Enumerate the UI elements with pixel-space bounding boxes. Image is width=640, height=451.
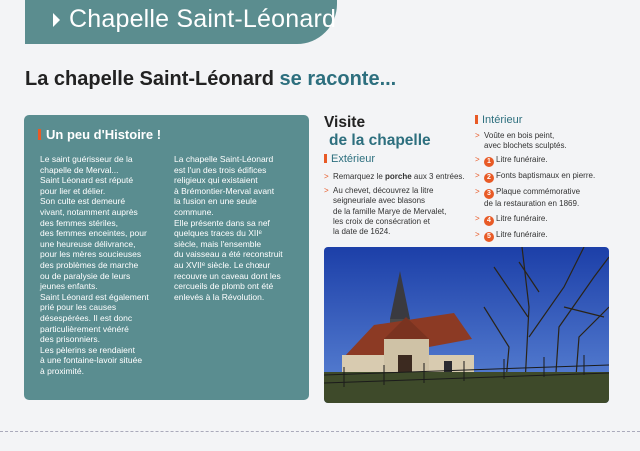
history-line: des femmes enceintes, pour: [40, 228, 147, 239]
history-line: Son culte est demeuré: [40, 196, 126, 207]
item-text-bold: porche: [385, 172, 412, 181]
history-line: Elle présente dans sa nef: [174, 217, 270, 228]
list-item: [324, 172, 474, 182]
chevron-right-icon: >: [475, 213, 480, 223]
page-title: [25, 68, 396, 91]
history-line: Saint Léonard est réputé: [40, 175, 134, 186]
history-line: est l'un des trois édifices: [174, 164, 267, 175]
history-line: à proximité.: [40, 365, 84, 376]
history-line: pour lier et délier.: [40, 185, 106, 196]
heading-bullet-icon: [324, 154, 327, 163]
history-line: religieux qui existaient: [174, 175, 258, 186]
visite-title: [324, 114, 431, 150]
history-line: enlevés à la Révolution.: [174, 291, 265, 302]
chevron-right-icon: >: [475, 131, 480, 140]
exterieur-heading-text: Extérieur: [331, 153, 376, 165]
chapel-photo: [324, 247, 609, 403]
chevron-right-icon: >: [475, 171, 480, 181]
footer-divider: [0, 431, 640, 432]
history-line: Les pèlerins se rendaient: [40, 344, 135, 355]
list-item: [475, 214, 615, 226]
header-title: Chapelle Saint-Léonard: [69, 5, 337, 33]
list-item: [324, 186, 474, 237]
history-line: à Brémontier-Merval avant: [174, 185, 275, 196]
item-text: aux 3 entrées.: [411, 172, 465, 181]
item-text: Litre funéraire.: [496, 229, 548, 239]
item-line: avec blochets sculptés.: [484, 141, 567, 151]
history-line: jeunes enfants.: [40, 281, 98, 292]
item-line: de la famille Marye de Mervalet,: [333, 206, 447, 216]
list-item: [475, 171, 615, 183]
item-text: Litre funéraire.: [496, 155, 548, 165]
history-line: ou de paralysie de leurs: [40, 270, 131, 281]
item-text: Fonts baptismaux en pierre.: [496, 171, 596, 181]
history-line: cercueils de plomb ont été: [174, 281, 274, 292]
history-line: la fusion en une seule: [174, 196, 257, 207]
play-arrow-icon: [53, 13, 60, 27]
history-column-right: [174, 154, 304, 302]
exterieur-list: [324, 172, 474, 241]
header-tab: [25, 0, 337, 44]
history-heading: [38, 127, 161, 142]
list-item: [475, 155, 615, 167]
chapel-photo-illustration: [324, 247, 609, 403]
number-badge-icon: 1: [484, 157, 494, 167]
history-line: Le saint guérisseur de la: [40, 154, 133, 164]
history-box: [24, 115, 309, 400]
history-line: recouvre un caveau dont les: [174, 270, 281, 281]
list-item: [475, 230, 615, 242]
history-line: Saint Léonard est également: [40, 291, 149, 302]
visite-title-line2: de la chapelle: [329, 132, 431, 149]
chevron-right-icon: >: [475, 155, 480, 165]
history-line: vivant, notamment auprès: [40, 206, 138, 217]
history-line: désespérées. Il est donc: [40, 312, 133, 323]
heading-bullet-icon: [38, 129, 41, 140]
list-item: [475, 131, 615, 151]
history-heading-text: Un peu d'Histoire !: [46, 127, 162, 142]
history-line: quelques traces du XIIᵉ: [174, 228, 262, 239]
history-line: pour les mères soucieuses: [40, 249, 142, 260]
history-line: siècle, mais l'ensemble: [174, 238, 262, 249]
item-line: Voûte en bois peint,: [484, 131, 555, 140]
history-line: des femmes stériles,: [40, 217, 118, 228]
number-badge-icon: 2: [484, 173, 494, 183]
history-line: au XVIIᵉ siècle. Le chœur: [174, 259, 271, 270]
history-column-left: [40, 154, 170, 376]
chevron-right-icon: >: [324, 172, 329, 181]
chevron-right-icon: >: [475, 229, 480, 239]
chevron-right-icon: >: [475, 187, 480, 197]
interieur-heading: [475, 114, 522, 126]
list-item: [475, 187, 615, 209]
history-line: La chapelle Saint-Léonard: [174, 154, 274, 164]
history-line: particulièrement vénéré: [40, 323, 129, 334]
item-line: de la restauration en 1869.: [484, 199, 580, 209]
interieur-heading-text: Intérieur: [482, 114, 523, 126]
item-text: Plaque commémorative: [496, 187, 581, 197]
history-line: du vaisseau a été reconstruit: [174, 249, 283, 260]
exterieur-heading: [324, 153, 375, 165]
history-line: chapelle de Merval...: [40, 164, 119, 175]
item-line: la date de 1624.: [333, 227, 391, 237]
interieur-list: [475, 131, 615, 246]
number-badge-icon: 5: [484, 232, 494, 242]
number-badge-icon: 4: [484, 216, 494, 226]
item-text: Remarquez le: [333, 172, 386, 181]
item-text: Litre funéraire.: [496, 213, 548, 223]
page-title-main: La chapelle Saint-Léonard: [25, 68, 274, 90]
chevron-right-icon: >: [324, 186, 329, 196]
heading-bullet-icon: [475, 115, 478, 124]
number-badge-icon: 3: [484, 189, 494, 199]
history-line: des problèmes de marche: [40, 259, 139, 270]
item-line: seigneuriale avec blasons: [333, 196, 426, 206]
history-line: des prisonniers.: [40, 334, 101, 345]
item-line: Au chevet, découvrez la litre: [333, 186, 434, 196]
history-line: à une fontaine-lavoir située: [40, 355, 143, 366]
history-line: une heureuse délivrance,: [40, 238, 136, 249]
item-line: les croix de consécration et: [333, 216, 430, 226]
visite-title-line1: Visite: [324, 114, 366, 131]
history-line: prié pour les causes: [40, 302, 117, 313]
history-line: commune.: [174, 206, 214, 217]
page-title-accent: se raconte...: [279, 68, 397, 90]
